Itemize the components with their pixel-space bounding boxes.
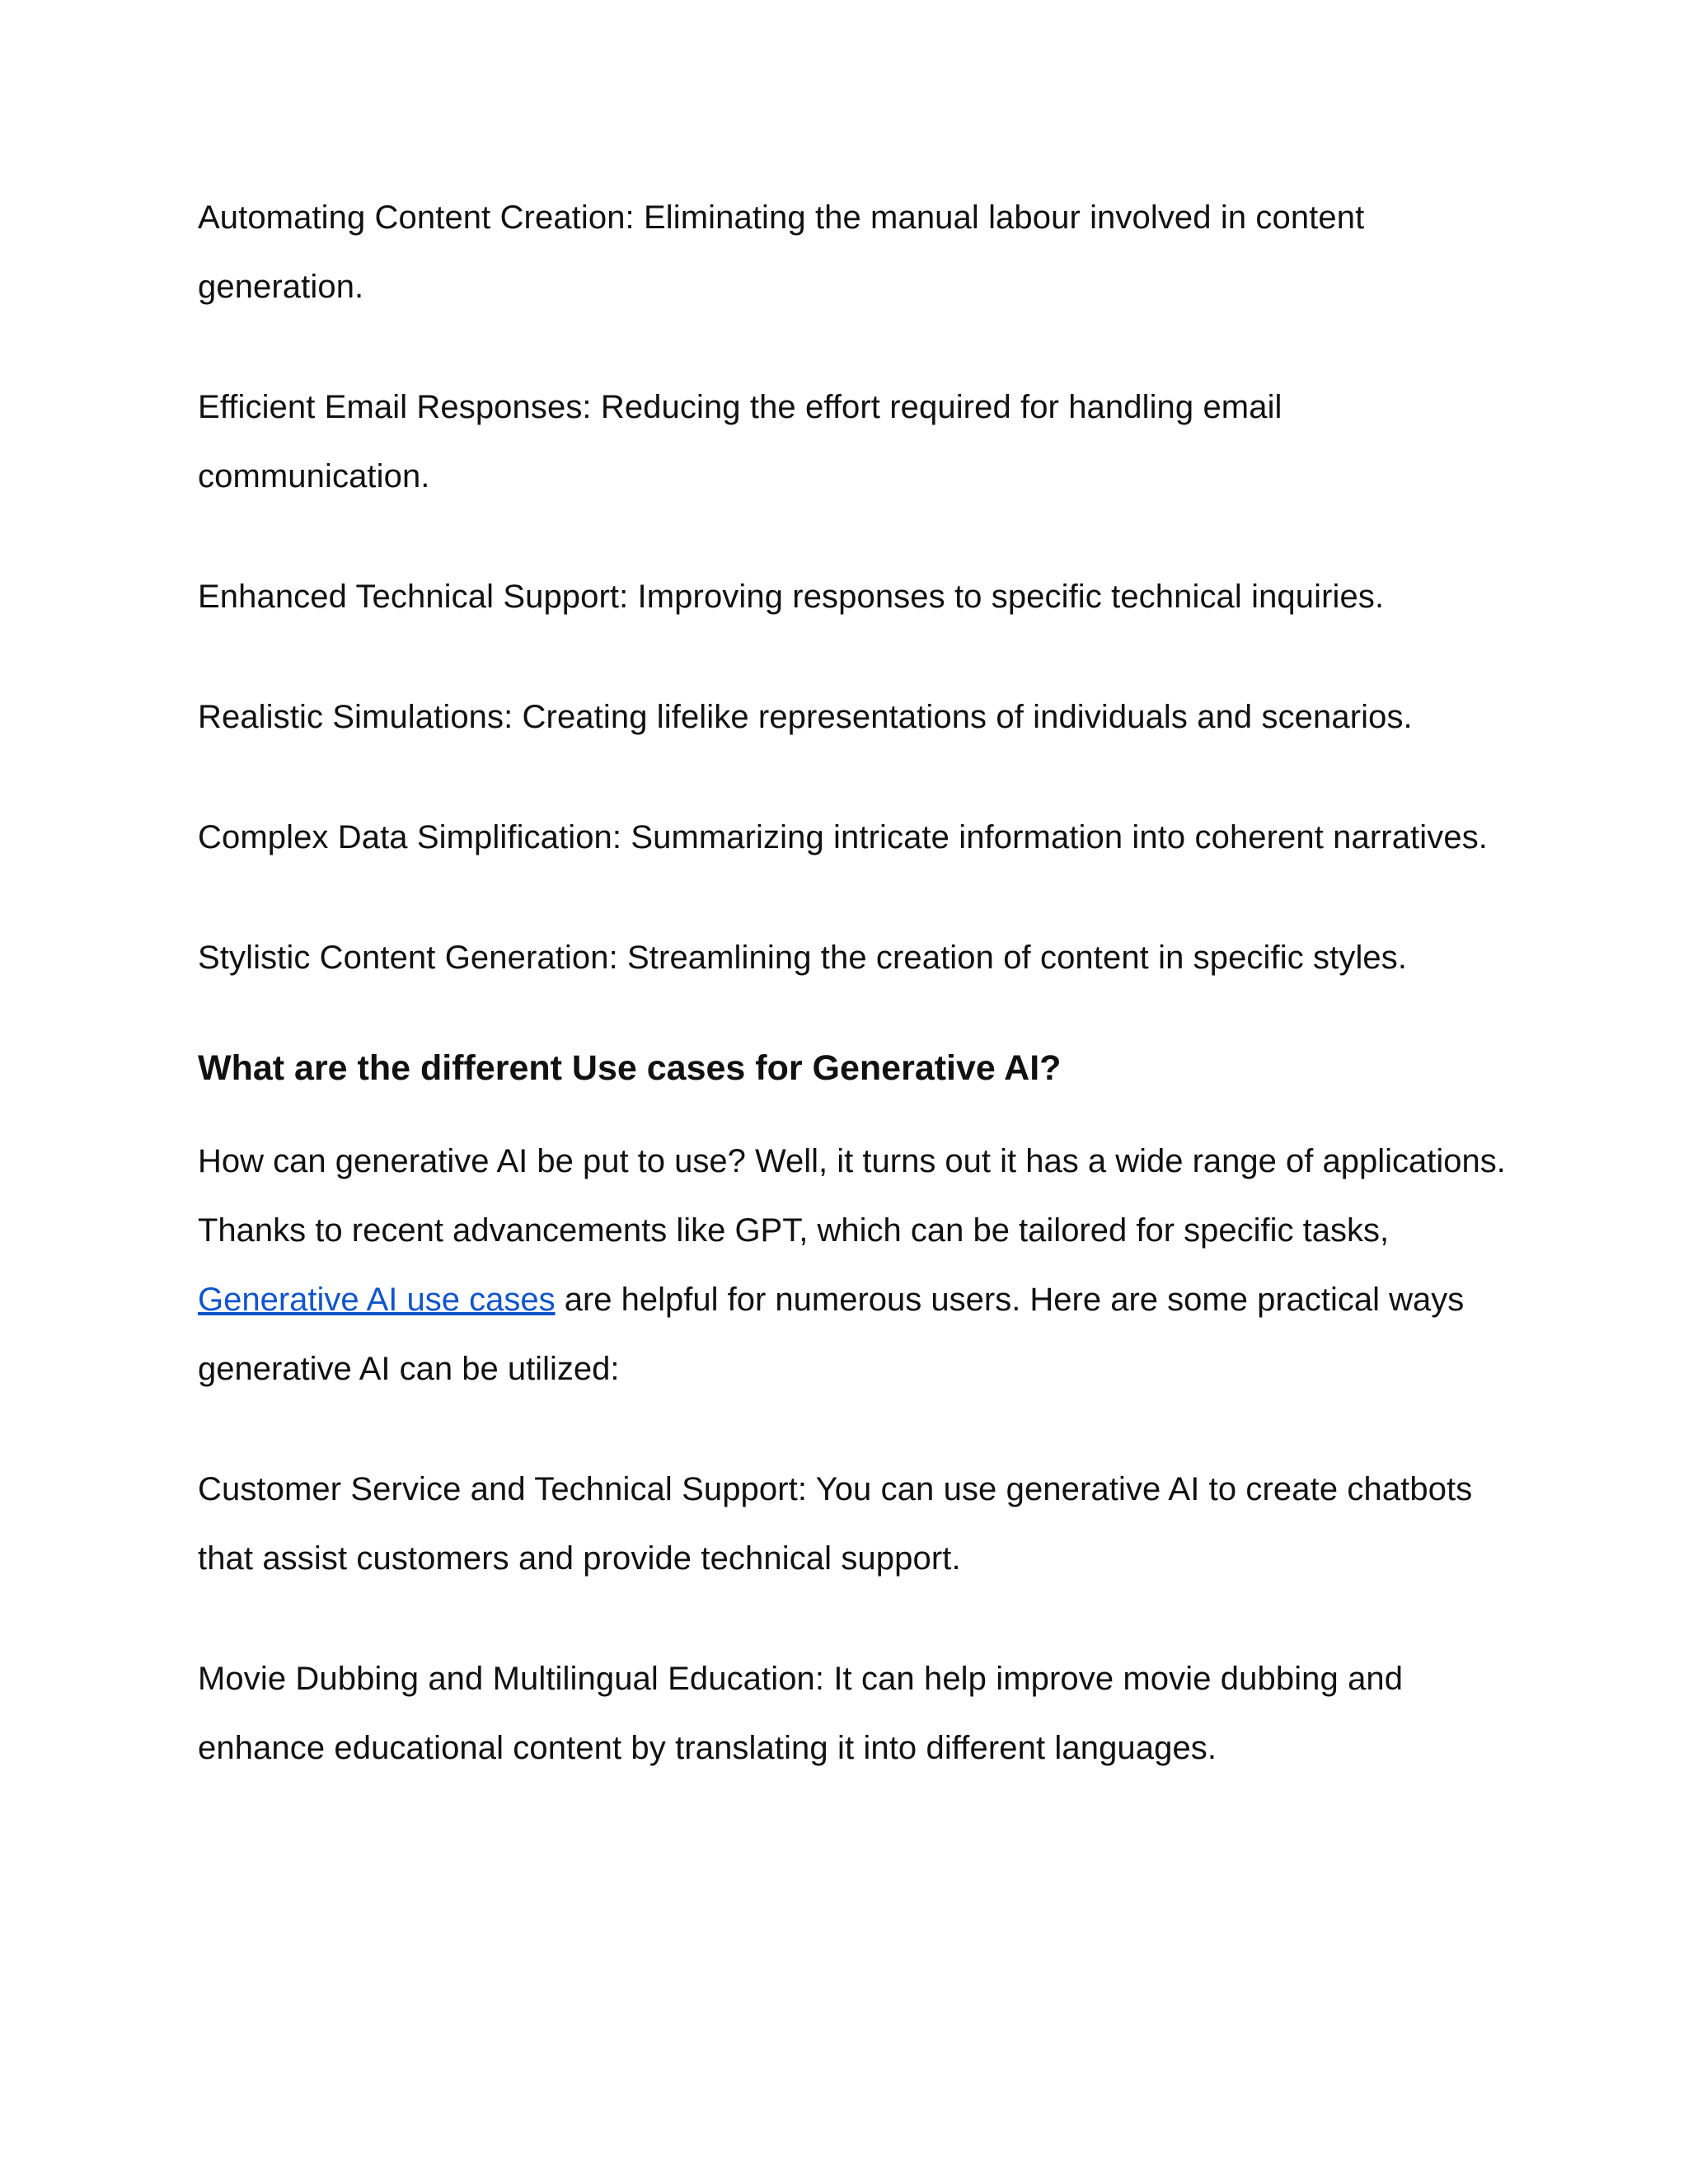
intro-text-before-link: How can generative AI be put to use? Well, it turns out it has a wide range of applications. Thanks to recent advancements like GPT, which can be tailored for specific tasks, xyxy=(198,1143,1506,1249)
generative-ai-use-cases-link[interactable]: Generative AI use cases xyxy=(198,1282,556,1318)
benefit-paragraph: Enhanced Technical Support: Improving responses to specific technical inquiries. xyxy=(198,579,1385,615)
intro-paragraph xyxy=(198,1127,1517,1404)
benefit-paragraph: Efficient Email Responses: Reducing the effort required for handling email communication. xyxy=(198,389,1282,494)
benefit-paragraph: Realistic Simulations: Creating lifelike representations of individuals and scenarios. xyxy=(198,699,1413,735)
benefit-paragraph: Automating Content Creation: Eliminating the manual labour involved in content generation. xyxy=(198,199,1365,305)
benefit-paragraph: Complex Data Simplification: Summarizing intricate information into coherent narratives. xyxy=(198,819,1489,855)
use-case-paragraph: Movie Dubbing and Multilingual Education: It can help improve movie dubbing and enhance educational content by translating it into different languages. xyxy=(198,1661,1404,1766)
section-heading: What are the different Use cases for Generative AI? xyxy=(198,1048,1062,1088)
intro-text-after-link: are helpful for numerous users. Here are some practical ways generative AI can be utilized: xyxy=(198,1282,1465,1387)
document-page xyxy=(198,183,1517,1834)
benefit-paragraph: Stylistic Content Generation: Streamlining the creation of content in specific styles. xyxy=(198,940,1408,976)
use-case-paragraph: Customer Service and Technical Support: You can use generative AI to create chatbots that assist customers and provide technical support. xyxy=(198,1471,1473,1577)
